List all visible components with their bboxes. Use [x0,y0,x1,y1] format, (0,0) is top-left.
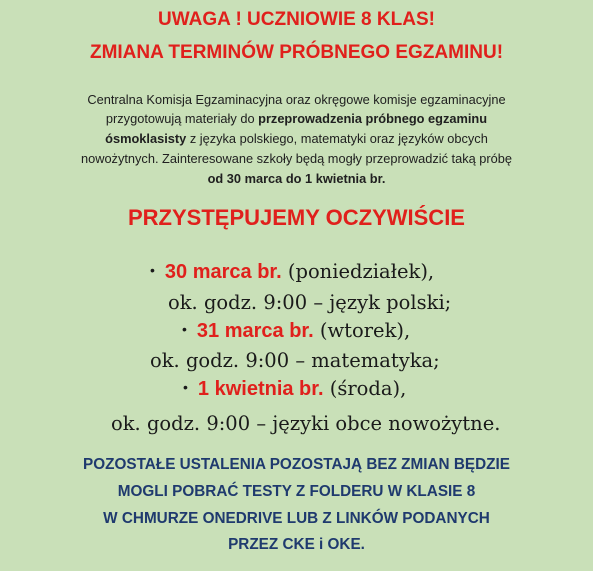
intro-line-3-text: z języka polskiego, matematyki oraz języków obcych [186,131,488,146]
notice-title: UWAGA ! UCZNIOWIE 8 KLAS! [158,9,435,30]
intro-line-4: nowożytnych. Zainteresowane szkoły będą mogły przeprowadzić taką próbę [80,151,513,166]
bullet-icon: • [150,262,155,278]
intro-line-3 [0,131,593,146]
schedule-day: (wtorek), [313,319,411,342]
intro-line-3-bold: ósmoklasisty [105,131,187,146]
footer-line-4: PRZEZ CKE i OKE. [228,536,365,553]
schedule-date: 1 kwietnia br. [197,378,324,400]
intro-date-range: od 30 marca do 1 kwietnia br. [207,171,386,186]
intro-line-2-bold: przeprowadzenia próbnego egzaminu [258,111,488,126]
notice-subtitle: ZMIANA TERMINÓW PRÓBNEGO EGZAMINU! [89,42,504,63]
bullet-icon: • [183,379,188,395]
footer-line-1: POZOSTAŁE USTALENIA POZOSTAJĄ BEZ ZMIAN BĘDZIE [83,456,510,473]
schedule-time: ok. godz. 9:00 – matematyka; [150,349,440,372]
schedule-date: 31 marca br. [196,320,314,342]
schedule-time: ok. godz. 9:00 – język polski; [168,291,452,314]
intro-line-1: Centralna Komisja Egzaminacyjna oraz okręgowe komisje egzaminacyjne [87,92,506,107]
schedule-item [183,377,406,401]
footer-line-2: MOGLI POBRAĆ TESTY Z FOLDERU W KLASIE 8 [117,483,476,500]
footer-line-3: W CHMURZE ONEDRIVE LUB Z LINKÓW PODANYCH [103,510,490,527]
schedule-date: 30 marca br. [164,261,282,283]
intro-line-2-text: przygotowują materiały do [105,111,259,126]
section-heading: PRZYSTĘPUJEMY OCZYWIŚCIE [128,205,465,230]
intro-line-5 [0,171,593,186]
intro-line-2 [0,111,593,126]
schedule-time: ok. godz. 9:00 – języki obce nowożytne. [111,412,501,435]
schedule-item [182,319,410,343]
schedule-item [150,260,434,284]
schedule-day: (poniedziałek), [281,260,435,283]
schedule-day: (środa), [323,377,407,400]
bullet-icon: • [182,321,187,337]
